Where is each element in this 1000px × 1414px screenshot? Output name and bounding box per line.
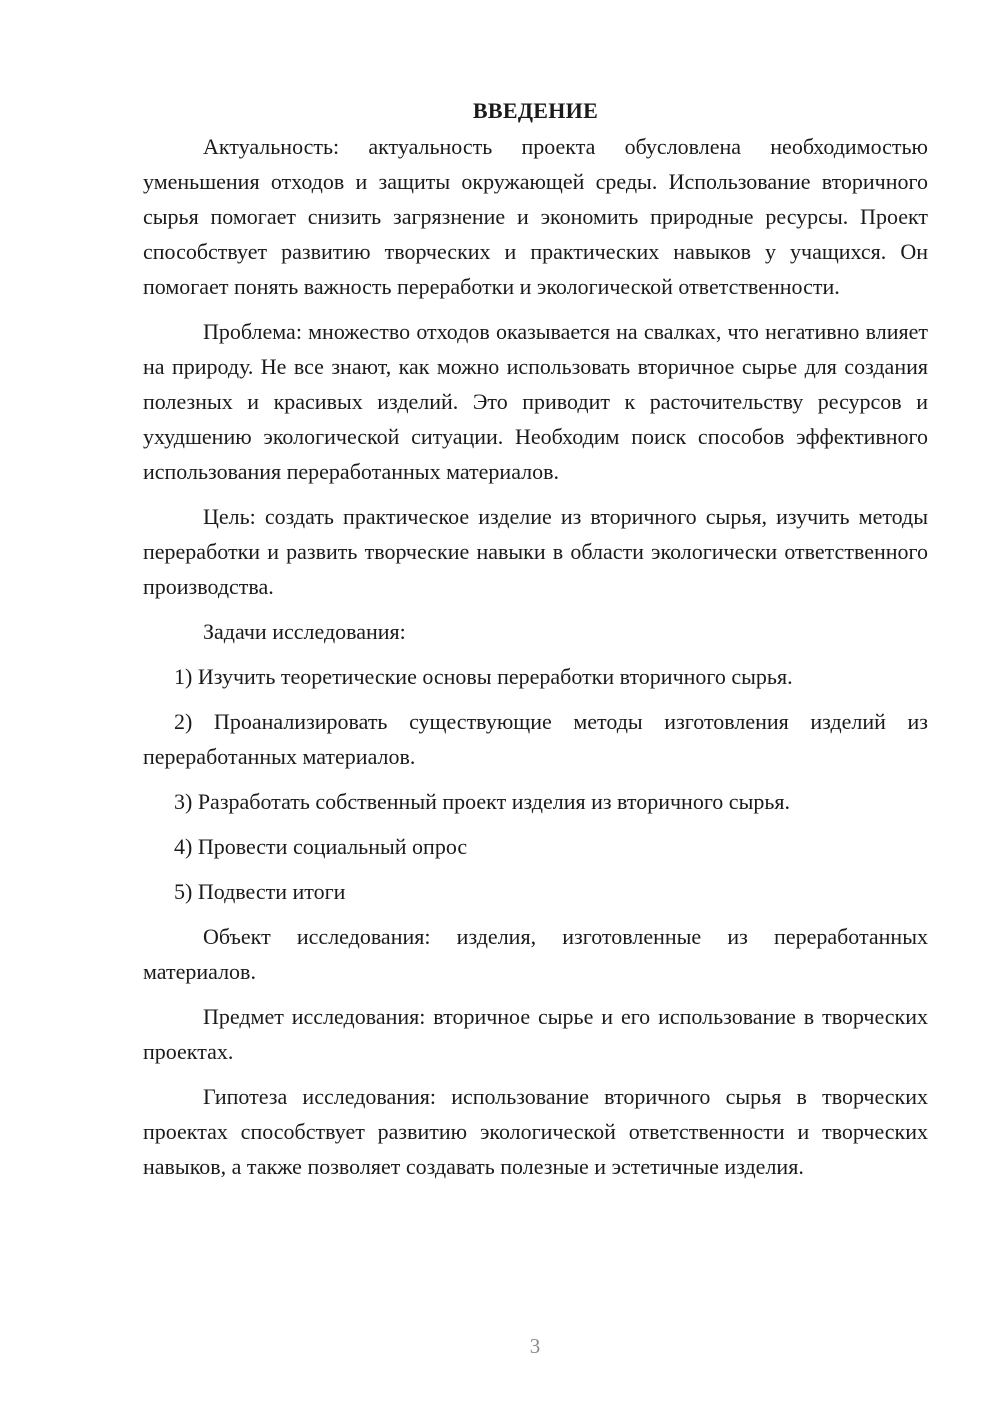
object-paragraph: Объект исследования: изделия, изготовленные из переработанных материалов. (143, 924, 928, 984)
subject-paragraph: Предмет исследования: вторичное сырье и его использование в творческих проектах. (143, 1004, 928, 1064)
task-item-4: 4) Провести социальный опрос (174, 834, 468, 859)
hypothesis-paragraph: Гипотеза исследования: использование вторичного сырья в творческих проектах способствует развитию экологической ответственности и творческих навыков, а также позволяет создавать полезные и эстетичные изделия. (143, 1084, 928, 1179)
section-title: ВВЕДЕНИЕ (472, 98, 599, 123)
page-content (143, 93, 928, 1194)
task-item-3: 3) Разработать собственный проект изделия из вторичного сырья. (174, 789, 790, 814)
problem-paragraph: Проблема: множество отходов оказывается на свалках, что негативно влияет на природу. Не все знают, как можно использовать вторичное сырье для создания полезных и красивых изделий. Это приводит к расточительству ресурсов и ухудшению экологической ситуации. Необходим поиск способов эффективного использования переработанных материалов. (143, 319, 928, 484)
relevance-paragraph: Актуальность: актуальность проекта обусловлена необходимостью уменьшения отходов и защиты окружающей среды. Использование вторичного сырья помогает снизить загрязнение и экономить природные ресурсы. Проект способствует развитию творческих и практических навыков у учащихся. Он помогает понять важность переработки и экологической ответственности. (143, 134, 928, 299)
goal-paragraph: Цель: создать практическое изделие из вторичного сырья, изучить методы переработки и развить творческие навыки в области экологически ответственного производства. (143, 504, 928, 599)
task-item-1: 1) Изучить теоретические основы переработки вторичного сырья. (174, 664, 793, 689)
page-number: 3 (529, 1334, 541, 1358)
task-item-2: 2) Проанализировать существующие методы изготовления изделий из переработанных материалов. (143, 709, 928, 769)
task-item-5: 5) Подвести итоги (174, 879, 346, 904)
tasks-heading: Задачи исследования: (203, 619, 406, 644)
